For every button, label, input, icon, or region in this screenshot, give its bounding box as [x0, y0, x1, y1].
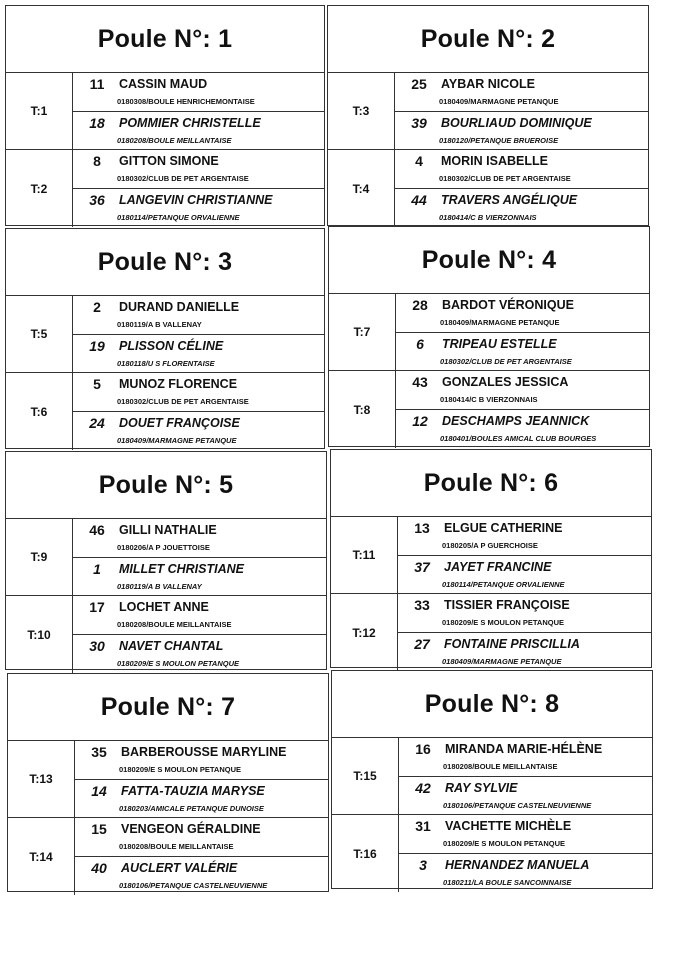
poule-block	[327, 5, 649, 226]
player-row	[396, 410, 649, 448]
poule-title: Poule N°: 3	[6, 229, 324, 296]
player-club: 0180302/CLUB DE PET ARGENTAISE	[117, 174, 249, 183]
player-name: MILLET CHRISTIANE	[119, 561, 244, 576]
player-row	[73, 335, 324, 373]
player-name: RAY SYLVIE	[445, 780, 518, 795]
player-row	[396, 333, 649, 371]
player-club: 0180203/AMICALE PETANQUE DUNOISE	[119, 803, 264, 813]
player-number: 5	[93, 376, 101, 392]
player-row	[396, 371, 649, 410]
player-number: 35	[91, 744, 107, 760]
table-match	[329, 371, 649, 448]
player-club: 0180208/BOULE MEILLANTAISE	[119, 842, 234, 851]
player-row	[398, 556, 651, 594]
match-table	[331, 517, 651, 671]
player-name: AYBAR NICOLE	[441, 77, 535, 91]
player-number: 11	[89, 76, 105, 92]
player-club: 0180409/MARMAGNE PETANQUE	[439, 97, 559, 106]
match-table	[6, 519, 326, 673]
table-number: T:9	[6, 519, 73, 595]
table-number: T:15	[332, 738, 399, 814]
player-name: AUCLERT VALÉRIE	[121, 861, 238, 875]
player-number: 17	[89, 599, 105, 615]
player-name: NAVET CHANTAL	[119, 639, 224, 653]
player-number: 31	[415, 818, 431, 834]
player-name: VACHETTE MICHÈLE	[445, 819, 572, 833]
player-name: DOUET FRANÇOISE	[119, 416, 240, 430]
player-name: JAYET FRANCINE	[444, 559, 552, 574]
player-number: 44	[411, 192, 427, 208]
player-number: 27	[414, 636, 430, 652]
player-number: 3	[419, 857, 427, 873]
player-number: 30	[89, 638, 105, 654]
players-cell	[395, 73, 648, 149]
player-club: 0180308/BOULE HENRICHEMONTAISE	[117, 97, 255, 106]
player-number: 12	[412, 413, 428, 429]
players-cell	[73, 73, 324, 149]
player-club: 0180119/A B VALLENAY	[117, 320, 202, 329]
player-club: 0180414/C B VIERZONNAIS	[439, 213, 537, 222]
poule-block	[331, 670, 653, 889]
player-row	[75, 857, 328, 895]
player-name: GONZALES JESSICA	[442, 375, 569, 389]
player-number: 19	[89, 337, 105, 354]
player-name: MUNOZ FLORENCE	[119, 377, 238, 391]
table-number: T:7	[329, 294, 396, 370]
player-row	[73, 296, 324, 335]
player-number: 13	[414, 520, 430, 536]
player-club: 0180209/E S MOULON PETANQUE	[443, 839, 565, 848]
player-row	[396, 294, 649, 333]
players-cell	[399, 738, 652, 814]
player-row	[395, 150, 648, 189]
poule-block	[5, 228, 325, 449]
players-cell	[399, 815, 652, 892]
table-match	[328, 73, 648, 150]
poule-block	[5, 5, 325, 226]
player-name: FATTA-TAUZIA MARYSE	[121, 783, 265, 798]
poule-title: Poule N°: 4	[329, 227, 649, 294]
poule-block	[7, 673, 329, 892]
players-cell	[73, 373, 324, 450]
table-match	[332, 738, 652, 815]
player-name: MIRANDA MARIE-HÉLÈNE	[445, 742, 603, 756]
player-number: 42	[415, 779, 431, 796]
player-row	[395, 73, 648, 112]
poule-title: Poule N°: 1	[6, 6, 324, 73]
player-number: 25	[411, 76, 427, 92]
player-row	[73, 635, 326, 673]
player-row	[73, 373, 324, 412]
player-row	[399, 777, 652, 815]
player-number: 16	[415, 741, 431, 757]
table-number: T:1	[6, 73, 73, 149]
table-match	[328, 150, 648, 227]
player-name: MORIN ISABELLE	[441, 154, 548, 168]
player-name: PLISSON CÉLINE	[119, 338, 224, 353]
player-name: BARDOT VÉRONIQUE	[442, 298, 574, 312]
player-row	[73, 73, 324, 112]
player-row	[398, 594, 651, 633]
table-number: T:4	[328, 150, 395, 227]
poule-block	[328, 226, 650, 447]
match-table	[328, 73, 648, 227]
poule-title: Poule N°: 8	[332, 671, 652, 738]
player-row	[73, 412, 324, 450]
table-number: T:16	[332, 815, 399, 892]
player-row	[398, 517, 651, 556]
player-name: VENGEON GÉRALDINE	[121, 822, 261, 836]
player-name: TRAVERS ANGÉLIQUE	[441, 193, 578, 207]
player-club: 0180209/E S MOULON PETANQUE	[119, 765, 241, 774]
player-number: 39	[411, 114, 427, 131]
table-number: T:14	[8, 818, 75, 895]
table-match	[332, 815, 652, 892]
player-name: TISSIER FRANÇOISE	[444, 598, 570, 612]
player-number: 24	[89, 415, 105, 431]
player-name: GILLI NATHALIE	[119, 523, 217, 537]
player-number: 4	[415, 153, 423, 169]
player-club: 0180302/CLUB DE PET ARGENTAISE	[439, 174, 571, 183]
players-cell	[73, 519, 326, 595]
table-number: T:3	[328, 73, 395, 149]
player-club: 0180414/C B VIERZONNAIS	[440, 395, 538, 404]
player-number: 6	[416, 335, 424, 352]
player-name: LOCHET ANNE	[119, 600, 209, 614]
player-name: TRIPEAU ESTELLE	[442, 336, 557, 351]
player-number: 36	[89, 192, 105, 208]
player-number: 46	[89, 522, 105, 538]
player-row	[73, 558, 326, 596]
match-table	[6, 73, 324, 227]
poule-title: Poule N°: 6	[331, 450, 651, 517]
player-name: HERNANDEZ MANUELA	[445, 858, 590, 872]
match-table	[6, 296, 324, 450]
player-club: 0180409/MARMAGNE PETANQUE	[440, 318, 560, 327]
player-row	[395, 189, 648, 227]
player-club: 0180118/U S FLORENTAISE	[117, 358, 215, 368]
player-name: DESCHAMPS JEANNICK	[442, 414, 590, 428]
table-match	[6, 373, 324, 450]
match-table	[329, 294, 649, 448]
players-cell	[395, 150, 648, 227]
player-club: 0180208/BOULE MEILLANTAISE	[117, 135, 232, 145]
player-club: 0180209/E S MOULON PETANQUE	[442, 618, 564, 627]
player-number: 14	[91, 782, 107, 799]
player-club: 0180302/CLUB DE PET ARGENTAISE	[440, 356, 572, 366]
players-cell	[73, 596, 326, 673]
table-match	[6, 596, 326, 673]
player-row	[73, 150, 324, 189]
player-number: 8	[93, 153, 101, 169]
player-club: 0180206/A P JOUETTOISE	[117, 543, 210, 552]
player-name: POMMIER CHRISTELLE	[119, 115, 261, 130]
player-number: 2	[93, 299, 101, 315]
player-club: 0180208/BOULE MEILLANTAISE	[117, 620, 232, 629]
players-cell	[73, 150, 324, 227]
player-club: 0180119/A B VALLENAY	[117, 581, 202, 591]
player-row	[75, 818, 328, 857]
table-match	[8, 741, 328, 818]
player-club: 0180114/PETANQUE ORVALIENNE	[117, 213, 240, 222]
player-row	[73, 519, 326, 558]
player-number: 37	[414, 558, 430, 575]
poule-title: Poule N°: 7	[8, 674, 328, 741]
player-row	[395, 112, 648, 150]
players-cell	[396, 294, 649, 370]
table-number: T:13	[8, 741, 75, 817]
poule-block	[330, 449, 652, 668]
players-cell	[73, 296, 324, 372]
player-club: 0180409/MARMAGNE PETANQUE	[117, 436, 237, 445]
player-row	[75, 741, 328, 780]
player-club: 0180209/E S MOULON PETANQUE	[117, 659, 239, 668]
player-number: 1	[93, 560, 101, 577]
player-row	[73, 596, 326, 635]
table-match	[8, 818, 328, 895]
table-number: T:10	[6, 596, 73, 673]
player-row	[75, 780, 328, 818]
player-name: BOURLIAUD DOMINIQUE	[441, 115, 592, 130]
player-row	[399, 738, 652, 777]
player-row	[398, 633, 651, 671]
table-number: T:6	[6, 373, 73, 450]
player-club: 0180114/PETANQUE ORVALIENNE	[442, 579, 565, 589]
player-club: 0180208/BOULE MEILLANTAISE	[443, 762, 558, 771]
player-club: 0180106/PETANQUE CASTELNEUVIENNE	[443, 800, 592, 810]
table-match	[331, 517, 651, 594]
table-number: T:2	[6, 150, 73, 227]
player-number: 33	[414, 597, 430, 613]
player-number: 43	[412, 374, 428, 390]
table-number: T:12	[331, 594, 398, 671]
table-match	[6, 296, 324, 373]
player-club: 0180205/A P GUERCHOISE	[442, 541, 538, 550]
table-number: T:11	[331, 517, 398, 593]
table-match	[329, 294, 649, 371]
player-number: 40	[91, 860, 107, 876]
player-name: FONTAINE PRISCILLIA	[444, 637, 580, 651]
players-cell	[75, 741, 328, 817]
player-club: 0180302/CLUB DE PET ARGENTAISE	[117, 397, 249, 406]
player-name: DURAND DANIELLE	[119, 300, 240, 314]
poule-title: Poule N°: 2	[328, 6, 648, 73]
player-club: 0180401/BOULES AMICAL CLUB BOURGES	[440, 434, 597, 443]
player-row	[73, 189, 324, 227]
match-table	[332, 738, 652, 892]
player-row	[73, 112, 324, 150]
players-cell	[75, 818, 328, 895]
player-club: 0180106/PETANQUE CASTELNEUVIENNE	[119, 881, 268, 890]
player-row	[399, 815, 652, 854]
player-name: BARBEROUSSE MARYLINE	[121, 745, 287, 759]
player-number: 28	[412, 297, 428, 313]
player-row	[399, 854, 652, 892]
player-club: 0180120/PETANQUE BRUEROISE	[439, 135, 559, 145]
player-number: 15	[91, 821, 107, 837]
table-match	[6, 519, 326, 596]
table-match	[6, 150, 324, 227]
players-cell	[398, 517, 651, 593]
poule-title: Poule N°: 5	[6, 452, 326, 519]
player-number: 18	[89, 114, 105, 131]
table-match	[331, 594, 651, 671]
players-cell	[396, 371, 649, 448]
player-name: LANGEVIN CHRISTIANNE	[119, 193, 273, 207]
table-match	[6, 73, 324, 150]
match-table	[8, 741, 328, 895]
table-number: T:8	[329, 371, 396, 448]
table-number: T:5	[6, 296, 73, 372]
player-name: ELGUE CATHERINE	[444, 521, 563, 535]
player-name: CASSIN MAUD	[119, 77, 208, 91]
player-club: 0180211/LA BOULE SANCOINNAISE	[443, 878, 572, 887]
player-name: GITTON SIMONE	[119, 154, 219, 168]
poule-block	[5, 451, 327, 670]
player-club: 0180409/MARMAGNE PETANQUE	[442, 657, 562, 666]
players-cell	[398, 594, 651, 671]
